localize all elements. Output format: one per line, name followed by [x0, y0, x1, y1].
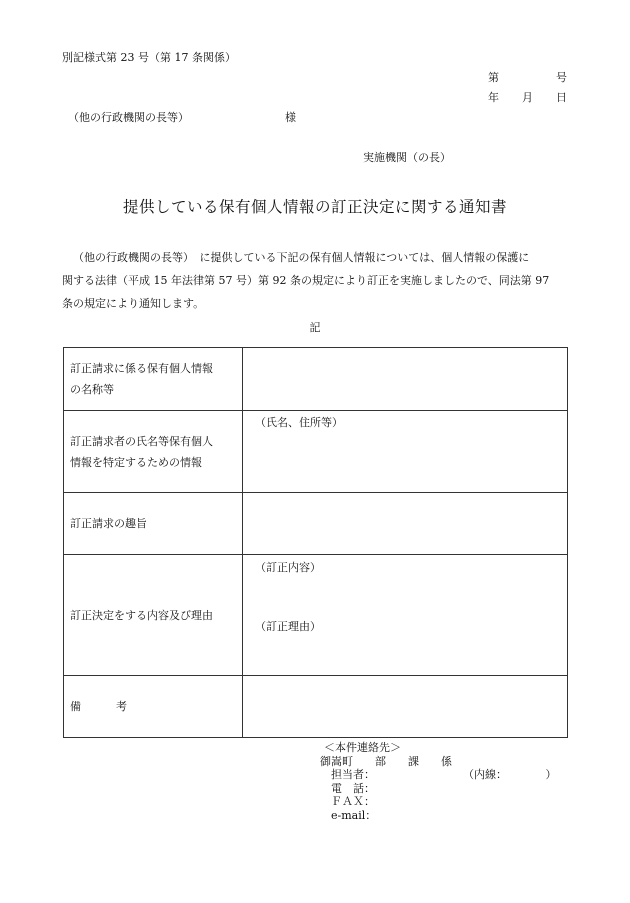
date-day: 日	[556, 91, 567, 104]
body-line: 条の規定により通知します。	[62, 297, 205, 310]
document-number-prefix: 第	[488, 71, 499, 84]
label-line: 訂正請求に係る保有個人情報	[70, 362, 213, 375]
label-line: の名称等	[70, 383, 114, 396]
row-value	[243, 555, 568, 676]
label-char: 備	[70, 700, 81, 713]
recipient: （他の行政機関の長等）	[68, 111, 189, 124]
row-label: 訂正請求の趣旨	[64, 493, 243, 555]
row-value	[243, 493, 568, 555]
row-label	[64, 676, 243, 738]
document-date	[488, 92, 567, 103]
row-value	[243, 348, 568, 411]
body-line: 関する法律（平成 15 年法律第 57 号）第 92 条の規定により訂正を実施しましたので、同法第 97	[62, 274, 550, 287]
contact-heading: ＜本件連絡先＞	[324, 741, 401, 754]
table-row	[64, 676, 568, 738]
contact-phone: 電 話：	[331, 781, 375, 795]
contact-fax: ＦＡＸ：	[331, 795, 375, 808]
row-value	[243, 676, 568, 738]
document-title: 提供している保有個人情報の訂正決定に関する通知書	[122, 198, 507, 216]
contact-email: e-mail：	[331, 808, 377, 822]
body-line: （他の行政機関の長等） に提供している下記の保有個人情報については、個人情報の保護に	[73, 251, 530, 264]
document-number	[488, 72, 567, 83]
date-year: 年	[488, 91, 499, 104]
table-row	[64, 555, 568, 676]
row-note: （氏名、住所等）	[255, 416, 343, 429]
contact-person: 担当者：	[331, 768, 375, 781]
date-month: 月	[522, 91, 533, 104]
document-number-suffix: 号	[556, 71, 567, 84]
contact-department: 御嵩町 部 課 係	[320, 754, 452, 768]
row-label	[64, 411, 243, 493]
table-row	[64, 348, 568, 411]
label-line: 訂正請求者の氏名等保有個人	[70, 434, 213, 448]
sender: 実施機関（の長）	[363, 151, 451, 164]
contact-extension: （内線： ）	[463, 768, 557, 781]
label-line: 情報を特定するための情報	[70, 455, 202, 469]
row-note: （訂正内容）	[255, 561, 321, 574]
row-note: （訂正理由）	[255, 620, 321, 633]
form-number-label: 別記様式第 23 号（第 17 条関係）	[62, 51, 236, 64]
label-char: 考	[116, 700, 127, 713]
recipient-line	[68, 112, 296, 123]
recipient-honorific: 様	[285, 111, 296, 124]
body-paragraph	[62, 246, 572, 315]
row-value	[243, 411, 568, 493]
row-label	[64, 348, 243, 411]
contact-block	[320, 741, 557, 822]
details-table	[63, 347, 568, 738]
row-label: 訂正決定をする内容及び理由	[64, 555, 243, 676]
contact-person-line	[320, 768, 557, 782]
table-row	[64, 493, 568, 555]
table-row	[64, 411, 568, 493]
ki-heading: 記	[309, 321, 321, 334]
